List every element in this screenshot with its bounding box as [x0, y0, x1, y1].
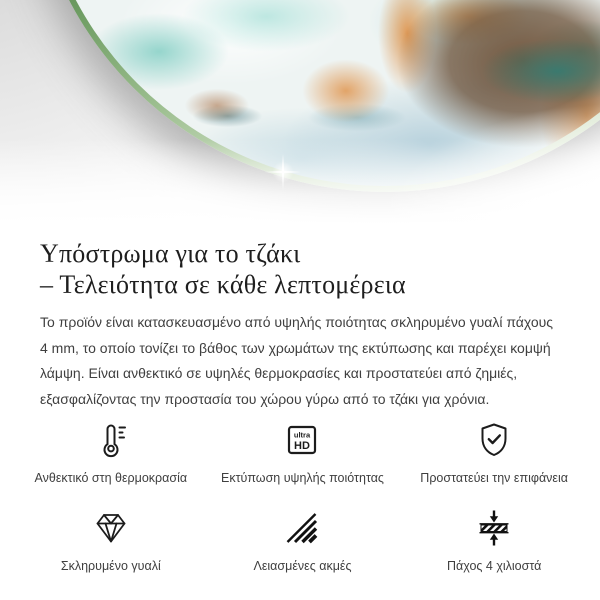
- diamond-icon: [91, 506, 131, 548]
- polished-edges-icon: [282, 506, 322, 548]
- feature-surface-protection: [398, 418, 590, 486]
- product-hero-image: [0, 0, 600, 232]
- shield-check-icon: [474, 418, 514, 460]
- marble-print: [35, 0, 600, 186]
- feature-label: Εκτύπωση υψηλής ποιότητας: [221, 471, 384, 485]
- feature-temperature-resistant: [15, 418, 207, 486]
- feature-thickness: [398, 506, 590, 574]
- ultra-hd-badge-text-small: ultra: [294, 430, 311, 440]
- ultra-hd-icon: [282, 418, 322, 460]
- features-grid: [0, 418, 600, 574]
- product-description-text: Το προϊόν είναι κατασκευασμένο από υψηλής ποιότητας σκληρυμένο γυαλί πάχους 4 mm, το οποίο τονίζει το βάθος των χρωμάτων της εκτύπωσης και παρέχει κομψή λάμψη. Είναι ανθεκτικό σε υψηλές θερμοκρασίες και προστατεύει από ζημιές, εξασφαλίζοντας την προστασία του χώρου γύρω από το τζάκι για χρόνια.: [40, 314, 554, 407]
- feature-label: Ανθεκτικό στη θερμοκρασία: [34, 471, 188, 485]
- page-title: [40, 238, 560, 300]
- page-title-line2: – Τελειότητα σε κάθε λεπτομέρεια: [40, 270, 406, 299]
- ultra-hd-badge-text-big: HD: [294, 440, 311, 452]
- feature-print-quality: [207, 418, 399, 486]
- feature-label: Σκληρυμένο γυαλί: [60, 559, 161, 573]
- feature-tempered-glass: [15, 506, 207, 574]
- glass-disc: [29, 0, 600, 192]
- feature-label: Λειασμένες ακμές: [253, 559, 352, 573]
- sparkle-glint-icon: [265, 154, 301, 190]
- feature-polished-edges: [207, 506, 399, 574]
- thickness-icon: [474, 506, 514, 548]
- feature-label: Προστατεύει την επιφάνεια: [420, 471, 569, 485]
- page-title-line1: Υπόστρωμα για το τζάκι: [40, 239, 301, 268]
- thermometer-icon: [91, 418, 131, 460]
- feature-label: Πάχος 4 χιλιοστά: [446, 559, 542, 573]
